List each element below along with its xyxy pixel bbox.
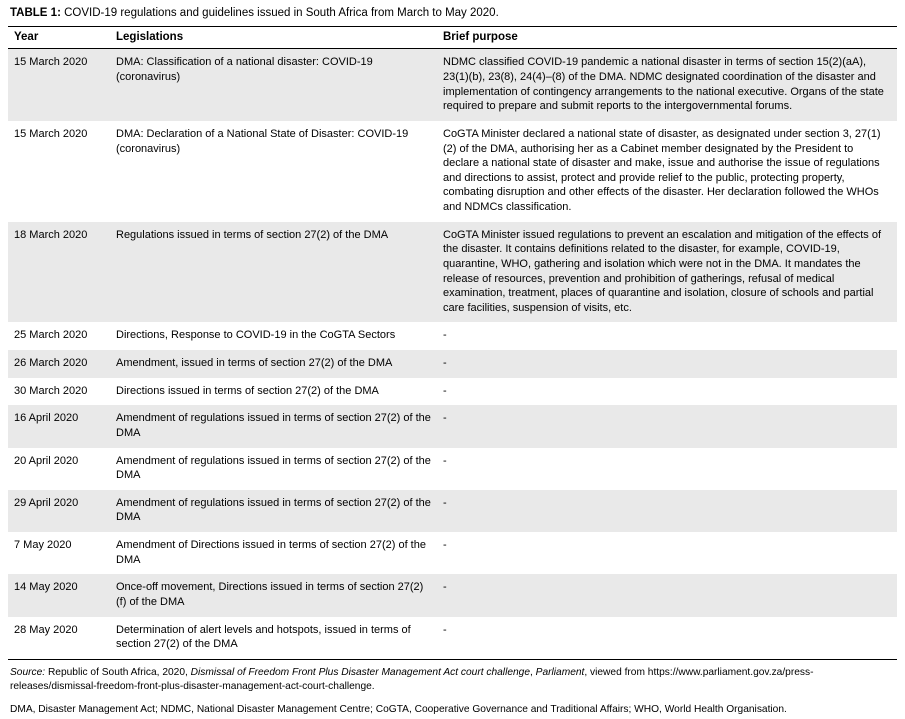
cell-legislation: Amendment of regulations issued in terms of section 27(2) of the DMA — [110, 405, 437, 447]
column-header-year: Year — [8, 27, 110, 49]
table-row — [8, 378, 897, 406]
cell-legislation: Directions, Response to COVID-19 in the CoGTA Sectors — [116, 329, 396, 342]
cell-year: 29 April 2020 — [8, 490, 110, 532]
cell-legislation: DMA: Classification of a national disaster: COVID-19 (coronavirus) — [110, 49, 437, 121]
table-row — [8, 350, 897, 378]
table-row — [8, 532, 897, 574]
table-row — [8, 121, 897, 222]
source-text-1: Republic of South Africa, 2020, — [45, 666, 191, 678]
cell-purpose: CoGTA Minister declared a national state of disaster, as designated under section 3, 27(1)(2) of the DMA, authorising her as a Cabinet member designated by the President to declare a national state of disaster and make, issue and authorise the issue of regulations and directions to assist, protect and provide relief to the public, protecting property, combating disruption and other effects of the disaster. Her declaration followed the WHOs and NDMCs classification. — [443, 127, 881, 213]
cell-legislation: Amendment of Directions issued in terms of section 27(2) of the DMA — [116, 539, 426, 566]
table-abbreviations-note: DMA, Disaster Management Act; NDMC, National Disaster Management Centre; CoGTA, Cooperative Governance and Traditional Affairs; WHO, World Health Organisation. — [10, 704, 787, 716]
cell-purpose: - — [443, 454, 447, 467]
table-header — [8, 27, 897, 49]
table-row — [8, 490, 897, 532]
cell-legislation: Once-off movement, Directions issued in terms of section 27(2)(f) of the DMA — [110, 574, 437, 616]
cell-purpose: - — [437, 574, 897, 616]
cell-year: 16 April 2020 — [8, 405, 110, 447]
table-header-row — [8, 27, 897, 49]
cell-purpose: - — [443, 623, 447, 636]
cell-year: 15 March 2020 — [14, 127, 88, 140]
table-caption — [8, 0, 897, 26]
cell-purpose: - — [437, 490, 897, 532]
cell-purpose: - — [443, 329, 447, 342]
cell-year: 28 May 2020 — [14, 623, 78, 636]
cell-year: 7 May 2020 — [14, 539, 72, 551]
cell-year: 26 March 2020 — [8, 350, 110, 378]
table-body — [8, 49, 897, 659]
cell-year: 25 March 2020 — [14, 329, 88, 342]
column-header-brief-purpose: Brief purpose — [437, 27, 897, 49]
source-text-2: , — [530, 666, 536, 678]
table-row — [8, 617, 897, 659]
table-row — [8, 322, 897, 350]
table-caption-label: TABLE 1: — [10, 7, 61, 19]
cell-purpose: CoGTA Minister issued regulations to prevent an escalation and mitigation of the effects of the disaster. It contains definitions related to the disaster, for example, COVID-19, quarantine, WHO, gathering and isolation which were not in the DMA. It mandates the release of resources, prevention and prohibition of gatherings, refusal of medical examination, treatment, places of quarantine and isolation, closure of schools and partial care facilities, suspension of visits, etc. — [437, 222, 897, 323]
cell-purpose: - — [437, 405, 897, 447]
cell-legislation: Determination of alert levels and hotspots, issued in terms of section 27(2) of the DMA — [116, 623, 411, 651]
cell-purpose: - — [437, 350, 897, 378]
cell-year: 15 March 2020 — [8, 49, 110, 121]
source-text-3: , viewed from https://www.parliament.gov.za/press-releases/dismissal-freedom-front-plus-disaster-management-act-court-challenge. — [10, 666, 814, 692]
cell-legislation: DMA: Declaration of a National State of Disaster: COVID-19 (coronavirus) — [116, 127, 409, 155]
cell-legislation: Amendment of regulations issued in terms of section 27(2) of the DMA — [110, 490, 437, 532]
cell-legislation: Amendment of regulations issued in terms of section 27(2) of the DMA — [116, 454, 431, 482]
cell-year: 20 April 2020 — [14, 454, 79, 467]
cell-legislation: Amendment, issued in terms of section 27(2) of the DMA — [110, 350, 437, 378]
regulations-table — [8, 26, 897, 658]
table-row — [8, 222, 897, 323]
table-row — [8, 49, 897, 121]
cell-year: 30 March 2020 — [14, 384, 88, 397]
source-italic-title: Dismissal of Freedom Front Plus Disaster Management Act court challenge — [190, 666, 530, 678]
cell-year: 18 March 2020 — [8, 222, 110, 323]
cell-purpose: NDMC classified COVID-19 pandemic a national disaster in terms of section 15(2)(aA), 23(1)(b), 23(8), 24(4)–(8) of the DMA. NDMC designated coordination of the disaster and implementation of contingency arrangements to the national executive. Organs of the state required to prepare and submit reports to the intergovernmental forums. — [437, 49, 897, 121]
cell-purpose: - — [443, 539, 447, 551]
cell-year: 14 May 2020 — [8, 574, 110, 616]
cell-legislation: Regulations issued in terms of section 27(2) of the DMA — [110, 222, 437, 323]
cell-legislation: Directions issued in terms of section 27(2) of the DMA — [116, 384, 379, 397]
column-header-legislations: Legislations — [110, 27, 437, 49]
source-italic-publisher: Parliament — [535, 666, 585, 678]
table-row — [8, 574, 897, 616]
table-row — [8, 448, 897, 490]
table-source-note — [8, 660, 897, 696]
cell-purpose: - — [443, 384, 447, 397]
table-row — [8, 405, 897, 447]
table-caption-text: COVID-19 regulations and guidelines issued in South Africa from March to May 2020. — [60, 7, 499, 19]
source-label: Source: — [10, 666, 46, 678]
